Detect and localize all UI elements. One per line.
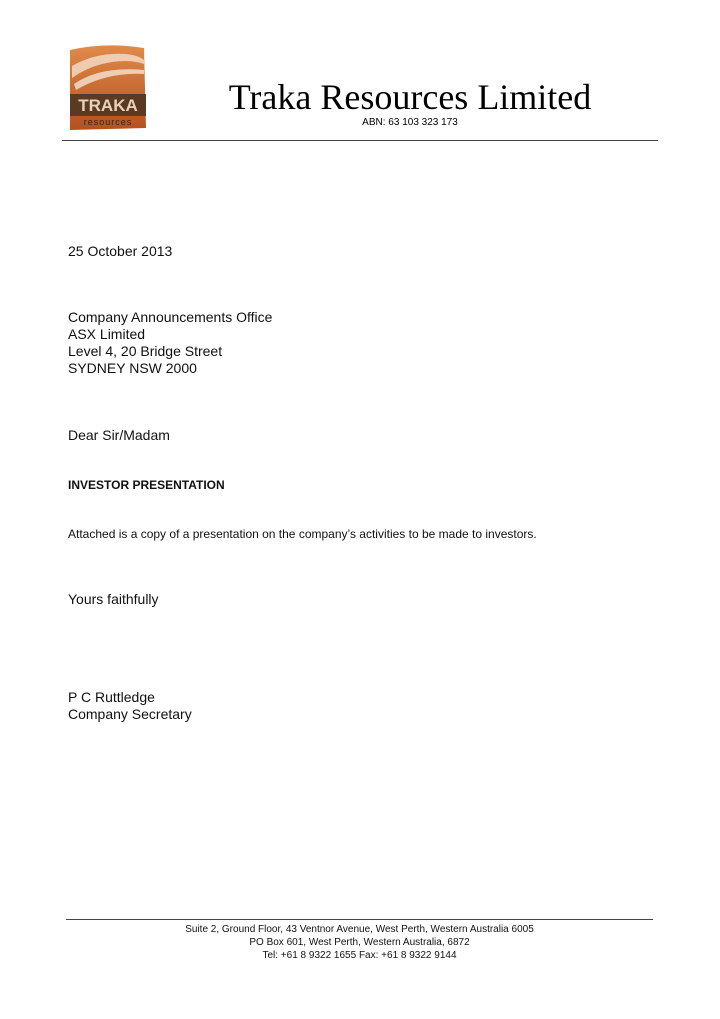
footer-line: PO Box 601, West Perth, Western Australia, 6872 [249,937,470,948]
signatory-name: P C Ruttledge [68,689,155,705]
footer-divider [66,919,653,920]
recipient-line: ASX Limited [68,326,146,342]
logo-text: TRAKA [78,96,138,115]
footer-address [66,923,653,962]
signatory-title: Company Secretary [68,706,192,722]
abn-number: ABN: 63 103 323 173 [362,117,458,128]
traka-logo-graphic [66,44,148,132]
traka-logo [66,44,148,132]
body-paragraph: Attached is a copy of a presentation on the company’s activities to be made to investors. [68,527,537,541]
header-divider [62,140,658,141]
recipient-address [68,309,272,377]
letter-date: 25 October 2013 [68,243,173,259]
closing: Yours faithfully [68,591,159,607]
subject-heading: INVESTOR PRESENTATION [68,478,225,492]
salutation: Dear Sir/Madam [68,427,170,443]
footer-line: Suite 2, Ground Floor, 43 Ventnor Avenue, West Perth, Western Australia 6005 [185,924,534,935]
recipient-line: SYDNEY NSW 2000 [68,360,197,376]
recipient-line: Company Announcements Office [68,309,273,325]
signature-block [68,689,192,723]
recipient-line: Level 4, 20 Bridge Street [68,343,223,359]
footer-line: Tel: +61 8 9322 1655 Fax: +61 8 9322 9144 [262,950,457,961]
company-name: Traka Resources Limited [228,77,592,117]
logo-subtext: resources [83,117,133,127]
